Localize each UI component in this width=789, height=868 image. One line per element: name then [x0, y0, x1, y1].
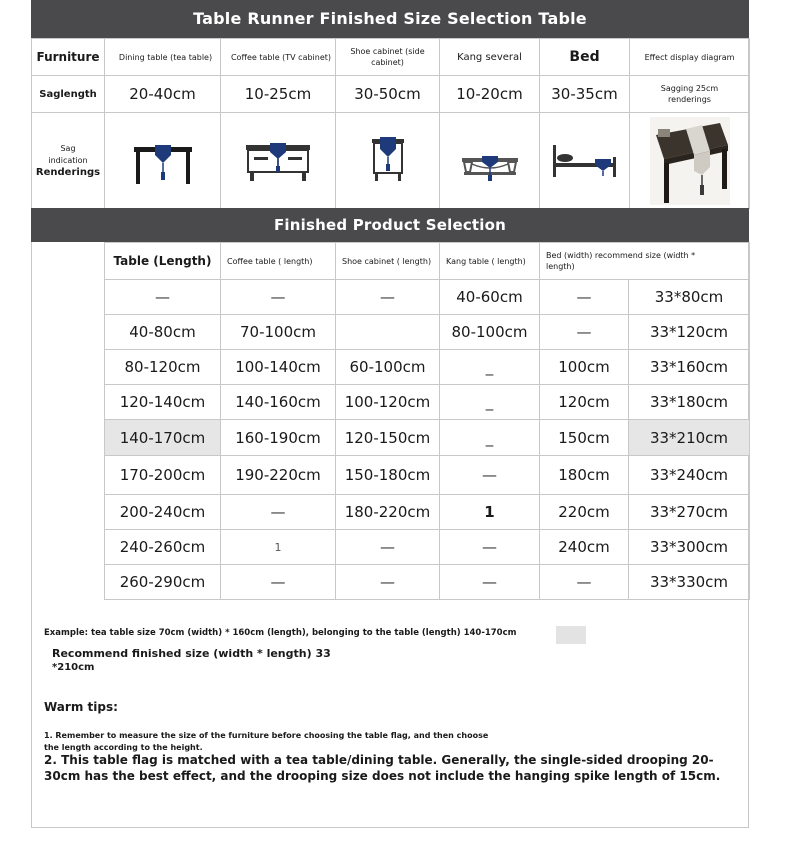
cell-recommend: 33*160cm — [629, 350, 750, 385]
dining-table-icon — [105, 113, 221, 209]
cell: — — [540, 315, 629, 350]
recommend-text: Recommend finished size (width * length) 33 — [52, 647, 331, 660]
cell: 120cm — [540, 385, 629, 420]
sag-shoe: 30-50cm — [336, 76, 440, 113]
sag-indication-label — [32, 113, 105, 209]
cell: — — [336, 530, 440, 565]
cell: _ — [440, 420, 540, 456]
header-kang-table: Kang table ( length) — [440, 243, 540, 280]
col-dining-table: Dining table (tea table) — [105, 39, 221, 76]
cell: 180cm — [540, 456, 629, 495]
cell-recommend: 33*300cm — [629, 530, 750, 565]
cell: 100-120cm — [336, 385, 440, 420]
sag-length-label: Saglength — [32, 76, 105, 113]
header-bed-recommend: Bed (width) recommend size (width * length) — [540, 243, 750, 280]
cell: _ — [440, 385, 540, 420]
cell-recommend: 33*240cm — [629, 456, 750, 495]
kang-table-icon — [440, 113, 540, 209]
bed-icon — [540, 113, 630, 209]
cell-recommend: 33*330cm — [629, 565, 750, 600]
table-row — [105, 565, 750, 600]
renderings-text: Renderings — [35, 166, 101, 178]
col-shoe-cabinet: Shoe cabinet (side cabinet) — [336, 39, 440, 76]
sag-coffee: 10-25cm — [221, 76, 336, 113]
table-row — [105, 280, 750, 315]
cell-recommend: 33*210cm — [629, 420, 750, 456]
cell: — — [221, 280, 336, 315]
furniture-sag-table — [31, 38, 750, 209]
furniture-label: Furniture — [32, 39, 105, 76]
cell: 150-180cm — [336, 456, 440, 495]
cell: 1 — [221, 530, 336, 565]
cell: — — [221, 495, 336, 530]
cell: 140-170cm — [105, 420, 221, 456]
table-row — [105, 530, 750, 565]
example-text: Example: tea table size 70cm (width) * 160cm (length), belonging to the table (length) 140-170cm — [44, 628, 517, 638]
table-row — [105, 350, 750, 385]
finished-product-table — [104, 242, 750, 600]
header-shoe-cabinet: Shoe cabinet ( length) — [336, 243, 440, 280]
table-header-row — [105, 243, 750, 280]
cell: 100-140cm — [221, 350, 336, 385]
coffee-table-icon — [221, 113, 336, 209]
table-row — [105, 456, 750, 495]
table-row-highlighted — [105, 420, 750, 456]
cell: 40-80cm — [105, 315, 221, 350]
cell: 70-100cm — [221, 315, 336, 350]
cell: 260-290cm — [105, 565, 221, 600]
sag-kang: 10-20cm — [440, 76, 540, 113]
cell-recommend: 33*270cm — [629, 495, 750, 530]
section-title: Finished Product Selection — [31, 208, 749, 242]
tip-2: 2. This table flag is matched with a tea table/dining table. Generally, the single-sided drooping 20-30cm has the best effect, and the drooping size does not include the hanging spike length of 15cm. — [44, 753, 721, 783]
cell: — — [336, 565, 440, 600]
cell: 190-220cm — [221, 456, 336, 495]
table-row — [105, 315, 750, 350]
cell: 170-200cm — [105, 456, 221, 495]
cell: 140-160cm — [221, 385, 336, 420]
cell: 240-260cm — [105, 530, 221, 565]
cell: 200-240cm — [105, 495, 221, 530]
cell: 120-140cm — [105, 385, 221, 420]
cell: 180-220cm — [336, 495, 440, 530]
cell-recommend: 33*80cm — [629, 280, 750, 315]
cell: 80-120cm — [105, 350, 221, 385]
renderings-row — [32, 113, 750, 209]
sag-effect-note: Sagging 25cm renderings — [630, 76, 750, 113]
table-row — [105, 495, 750, 530]
cell-recommend: 33*180cm — [629, 385, 750, 420]
cell: 220cm — [540, 495, 629, 530]
cell: _ — [440, 350, 540, 385]
cell: — — [540, 280, 629, 315]
page-title: Table Runner Finished Size Selection Table — [31, 0, 749, 38]
cell: 100cm — [540, 350, 629, 385]
sag-indication-text: Sag indication — [48, 143, 88, 165]
cell-recommend: 33*120cm — [629, 315, 750, 350]
col-bed: Bed — [540, 39, 630, 76]
effect-photo — [630, 113, 750, 209]
cell: 60-100cm — [336, 350, 440, 385]
cell: — — [540, 565, 629, 600]
sag-length-row — [32, 76, 750, 113]
cell — [336, 315, 440, 350]
furniture-row — [32, 39, 750, 76]
header-table-length: Table (Length) — [105, 243, 221, 280]
cell: 40-60cm — [440, 280, 540, 315]
cell: — — [221, 565, 336, 600]
cell: — — [440, 565, 540, 600]
tip-1: 1. Remember to measure the size of the furniture before choosing the table flag, and then choose the length according to the height. — [44, 731, 489, 752]
cell: 1 — [440, 495, 540, 530]
cell: — — [105, 280, 221, 315]
header-coffee-table: Coffee table ( length) — [221, 243, 336, 280]
recommend-text-cont: *210cm — [52, 662, 95, 673]
shoe-cabinet-icon — [336, 113, 440, 209]
cell: 80-100cm — [440, 315, 540, 350]
warm-tips-title: Warm tips: — [44, 700, 118, 714]
table-row — [105, 385, 750, 420]
cell: 120-150cm — [336, 420, 440, 456]
cell: 150cm — [540, 420, 629, 456]
col-coffee-table: Coffee table (TV cabinet) — [221, 39, 336, 76]
cell: — — [336, 280, 440, 315]
cell: — — [440, 456, 540, 495]
highlight-mark — [556, 626, 586, 644]
sag-dining: 20-40cm — [105, 76, 221, 113]
sag-bed: 30-35cm — [540, 76, 630, 113]
cell: — — [440, 530, 540, 565]
col-effect-diagram: Effect display diagram — [630, 39, 750, 76]
cell: 240cm — [540, 530, 629, 565]
col-kang: Kang several — [440, 39, 540, 76]
cell: 160-190cm — [221, 420, 336, 456]
